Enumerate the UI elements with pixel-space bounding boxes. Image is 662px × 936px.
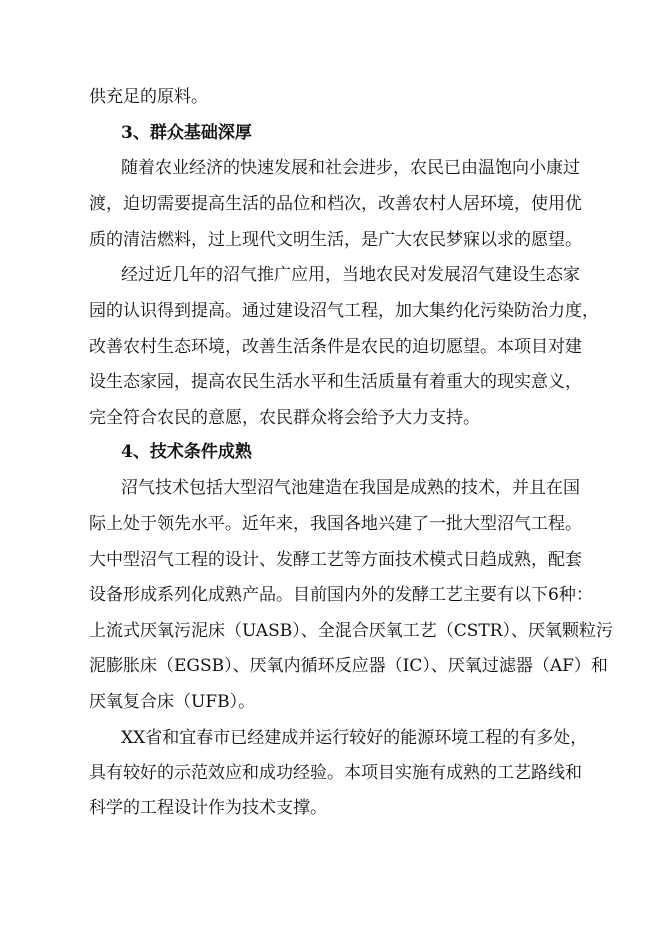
text-line: 改善农村生态环境，改善生活条件是农民的迫切愿望。本项目对建 bbox=[89, 337, 582, 357]
text-line: 科学的工程设计作为技术支撑。 bbox=[89, 798, 327, 818]
section-heading: 3、群众基础深厚 bbox=[121, 123, 252, 143]
text-line: 园的认识得到提高。通过建设沼气工程，加大集约化污染防治力度， bbox=[89, 301, 599, 321]
text-line: 际上处于领先水平。近年来，我国各地兴建了一批大型沼气工程。 bbox=[89, 514, 582, 534]
text-line: 供充足的原料。 bbox=[89, 87, 208, 107]
text-line: 完全符合农民的意愿，农民群众将会给予大力支持。 bbox=[89, 408, 480, 428]
text-line: 设生态家园，提高农民生活水平和生活质量有着重大的现实意义， bbox=[89, 372, 582, 392]
text-line: 随着农业经济的快速发展和社会进步，农民已由温饱向小康过 bbox=[121, 158, 580, 178]
text-line: 经过近几年的沼气推广应用，当地农民对发展沼气建设生态家 bbox=[121, 265, 580, 285]
text-line: 渡，迫切需要提高生活的品位和档次，改善农村人居环境，使用优 bbox=[89, 194, 582, 214]
text-line: 设备形成系列化成熟产品。目前国内外的发酵工艺主要有以下6种： bbox=[89, 585, 593, 605]
text-line: 大中型沼气工程的设计、发酵工艺等方面技术模式日趋成熟，配套 bbox=[89, 550, 582, 570]
text-line: 具有较好的示范效应和成功经验。本项目实施有成熟的工艺路线和 bbox=[89, 763, 582, 783]
section-heading: 4、技术条件成熟 bbox=[121, 442, 252, 462]
text-line: XX省和宜春市已经建成并运行较好的能源环境工程的有多处， bbox=[121, 728, 588, 748]
text-line: 上流式厌氧污泥床（UASB）、全混合厌氧工艺（CSTR）、厌氧颗粒污 bbox=[89, 621, 614, 641]
text-line: 泥膨胀床（EGSB）、厌氧内循环反应器（IC）、厌氧过滤器（AF）和 bbox=[89, 656, 608, 676]
text-line: 沼气技术包括大型沼气池建造在我国是成熟的技术，并且在国 bbox=[121, 478, 580, 498]
text-line: 质的清洁燃料，过上现代文明生活，是广大农民梦寐以求的愿望。 bbox=[89, 230, 582, 250]
text-line: 厌氧复合床（UFB）。 bbox=[89, 692, 256, 712]
